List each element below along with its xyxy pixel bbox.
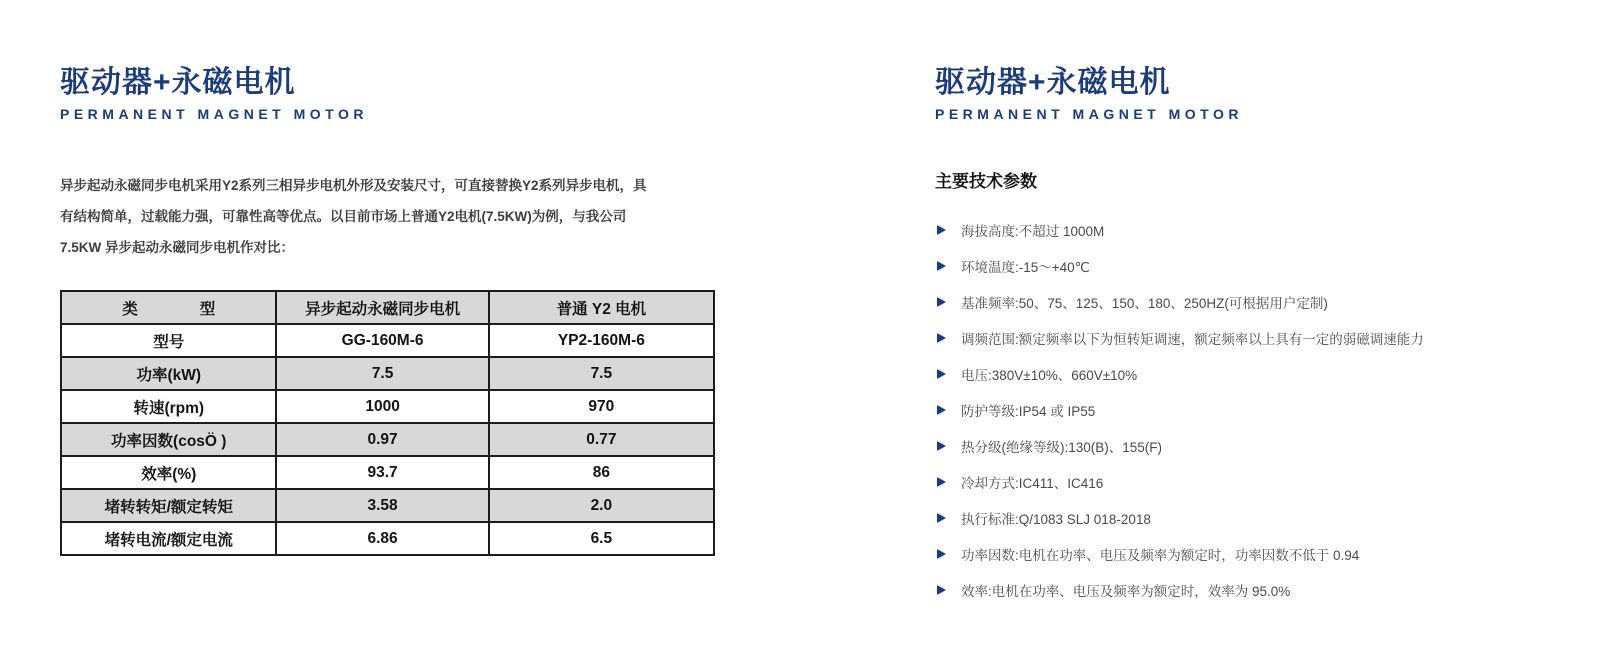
intro-line: 异步起动永磁同步电机采用Y2系列三相异步电机外形及安装尺寸，可直接替换Y2系列异步电机，具 [60,178,647,193]
table-row [61,423,714,456]
spec-text: 环境温度:-15～+40℃ [961,260,1090,275]
bullet-triangle-icon [937,549,946,559]
table-cell: 6.86 [276,522,488,555]
table-cell: 转速(rpm) [61,390,276,423]
table-row [61,456,714,489]
spec-text: 防护等级:IP54 或 IP55 [961,404,1096,419]
spec-section-heading: 主要技术参数 [935,172,1037,191]
spec-text: 电压:380V±10%、660V±10% [961,368,1138,383]
table-row [61,357,714,390]
page-title: 驱动器+永磁电机 [60,66,296,99]
spec-item [935,500,1585,536]
bullet-triangle-icon [937,333,946,343]
spec-item [935,428,1585,464]
table-cell: 0.77 [489,423,714,456]
table-cell: 1000 [276,390,488,423]
spec-item [935,320,1585,356]
left-column [60,66,720,556]
table-cell: 93.7 [276,456,488,489]
spec-text: 热分级(绝缘等级):130(B)、155(F) [961,440,1163,455]
spec-item [935,536,1585,572]
spec-text: 冷却方式:IC411、IC416 [961,476,1104,491]
table-header-cell: 类 型 [61,291,276,324]
table-cell: 堵转电流/额定电流 [61,522,276,555]
table-row [61,324,714,357]
table-cell: 0.97 [276,423,488,456]
spec-list [935,212,1585,608]
right-column [935,66,1585,608]
page-subtitle: PERMANENT MAGNET MOTOR [60,106,368,122]
table-cell: 功率(kW) [61,357,276,390]
intro-line: 有结构简单，过载能力强，可靠性高等优点。以目前市场上普通Y2电机(7.5KW)为例，与我公司 [60,209,627,224]
table-cell: 7.5 [489,357,714,390]
spec-item [935,464,1585,500]
spec-text: 调频范围:额定频率以下为恒转矩调速，额定频率以上具有一定的弱磁调速能力 [961,332,1424,347]
table-cell: 970 [489,390,714,423]
bullet-triangle-icon [937,369,946,379]
table-cell: 功率因数(cosÖ ) [61,423,276,456]
table-cell: 堵转转矩/额定转矩 [61,489,276,522]
table-cell: 86 [489,456,714,489]
bullet-triangle-icon [937,405,946,415]
comparison-table-body [61,291,714,555]
table-cell: 3.58 [276,489,488,522]
spec-text: 执行标准:Q/1083 SLJ 018-2018 [961,512,1151,527]
table-header-cell: 异步起动永磁同步电机 [276,291,488,324]
comparison-table [60,290,715,556]
intro-line: 7.5KW 异步起动永磁同步电机作对比： [60,240,295,255]
bullet-triangle-icon [937,585,946,595]
table-cell: YP2-160M-6 [489,324,714,357]
table-row [61,390,714,423]
bullet-triangle-icon [937,225,946,235]
table-header-cell: 普通 Y2 电机 [489,291,714,324]
table-cell: 2.0 [489,489,714,522]
intro-paragraph [60,170,647,263]
bullet-triangle-icon [937,297,946,307]
spec-item [935,392,1585,428]
table-header-row [61,291,714,324]
spec-item [935,212,1585,248]
spec-item [935,284,1585,320]
table-cell: 型号 [61,324,276,357]
spec-text: 基准频率:50、75、125、150、180、250HZ(可根据用户定制) [961,296,1328,311]
page-title: 驱动器+永磁电机 [935,66,1171,99]
spec-item [935,572,1585,608]
bullet-triangle-icon [937,261,946,271]
spec-text: 效率:电机在功率、电压及频率为额定时，效率为 95.0% [961,584,1291,599]
table-cell: GG-160M-6 [276,324,488,357]
bullet-triangle-icon [937,513,946,523]
table-row [61,522,714,555]
bullet-triangle-icon [937,477,946,487]
table-cell: 效率(%) [61,456,276,489]
spec-text: 功率因数:电机在功率、电压及频率为额定时，功率因数不低于 0.94 [961,548,1360,563]
table-cell: 6.5 [489,522,714,555]
table-cell: 7.5 [276,357,488,390]
table-row [61,489,714,522]
spec-text: 海拔高度:不超过 1000M [961,224,1105,239]
spec-item [935,248,1585,284]
bullet-triangle-icon [937,441,946,451]
page-subtitle: PERMANENT MAGNET MOTOR [935,106,1243,122]
spec-item [935,356,1585,392]
